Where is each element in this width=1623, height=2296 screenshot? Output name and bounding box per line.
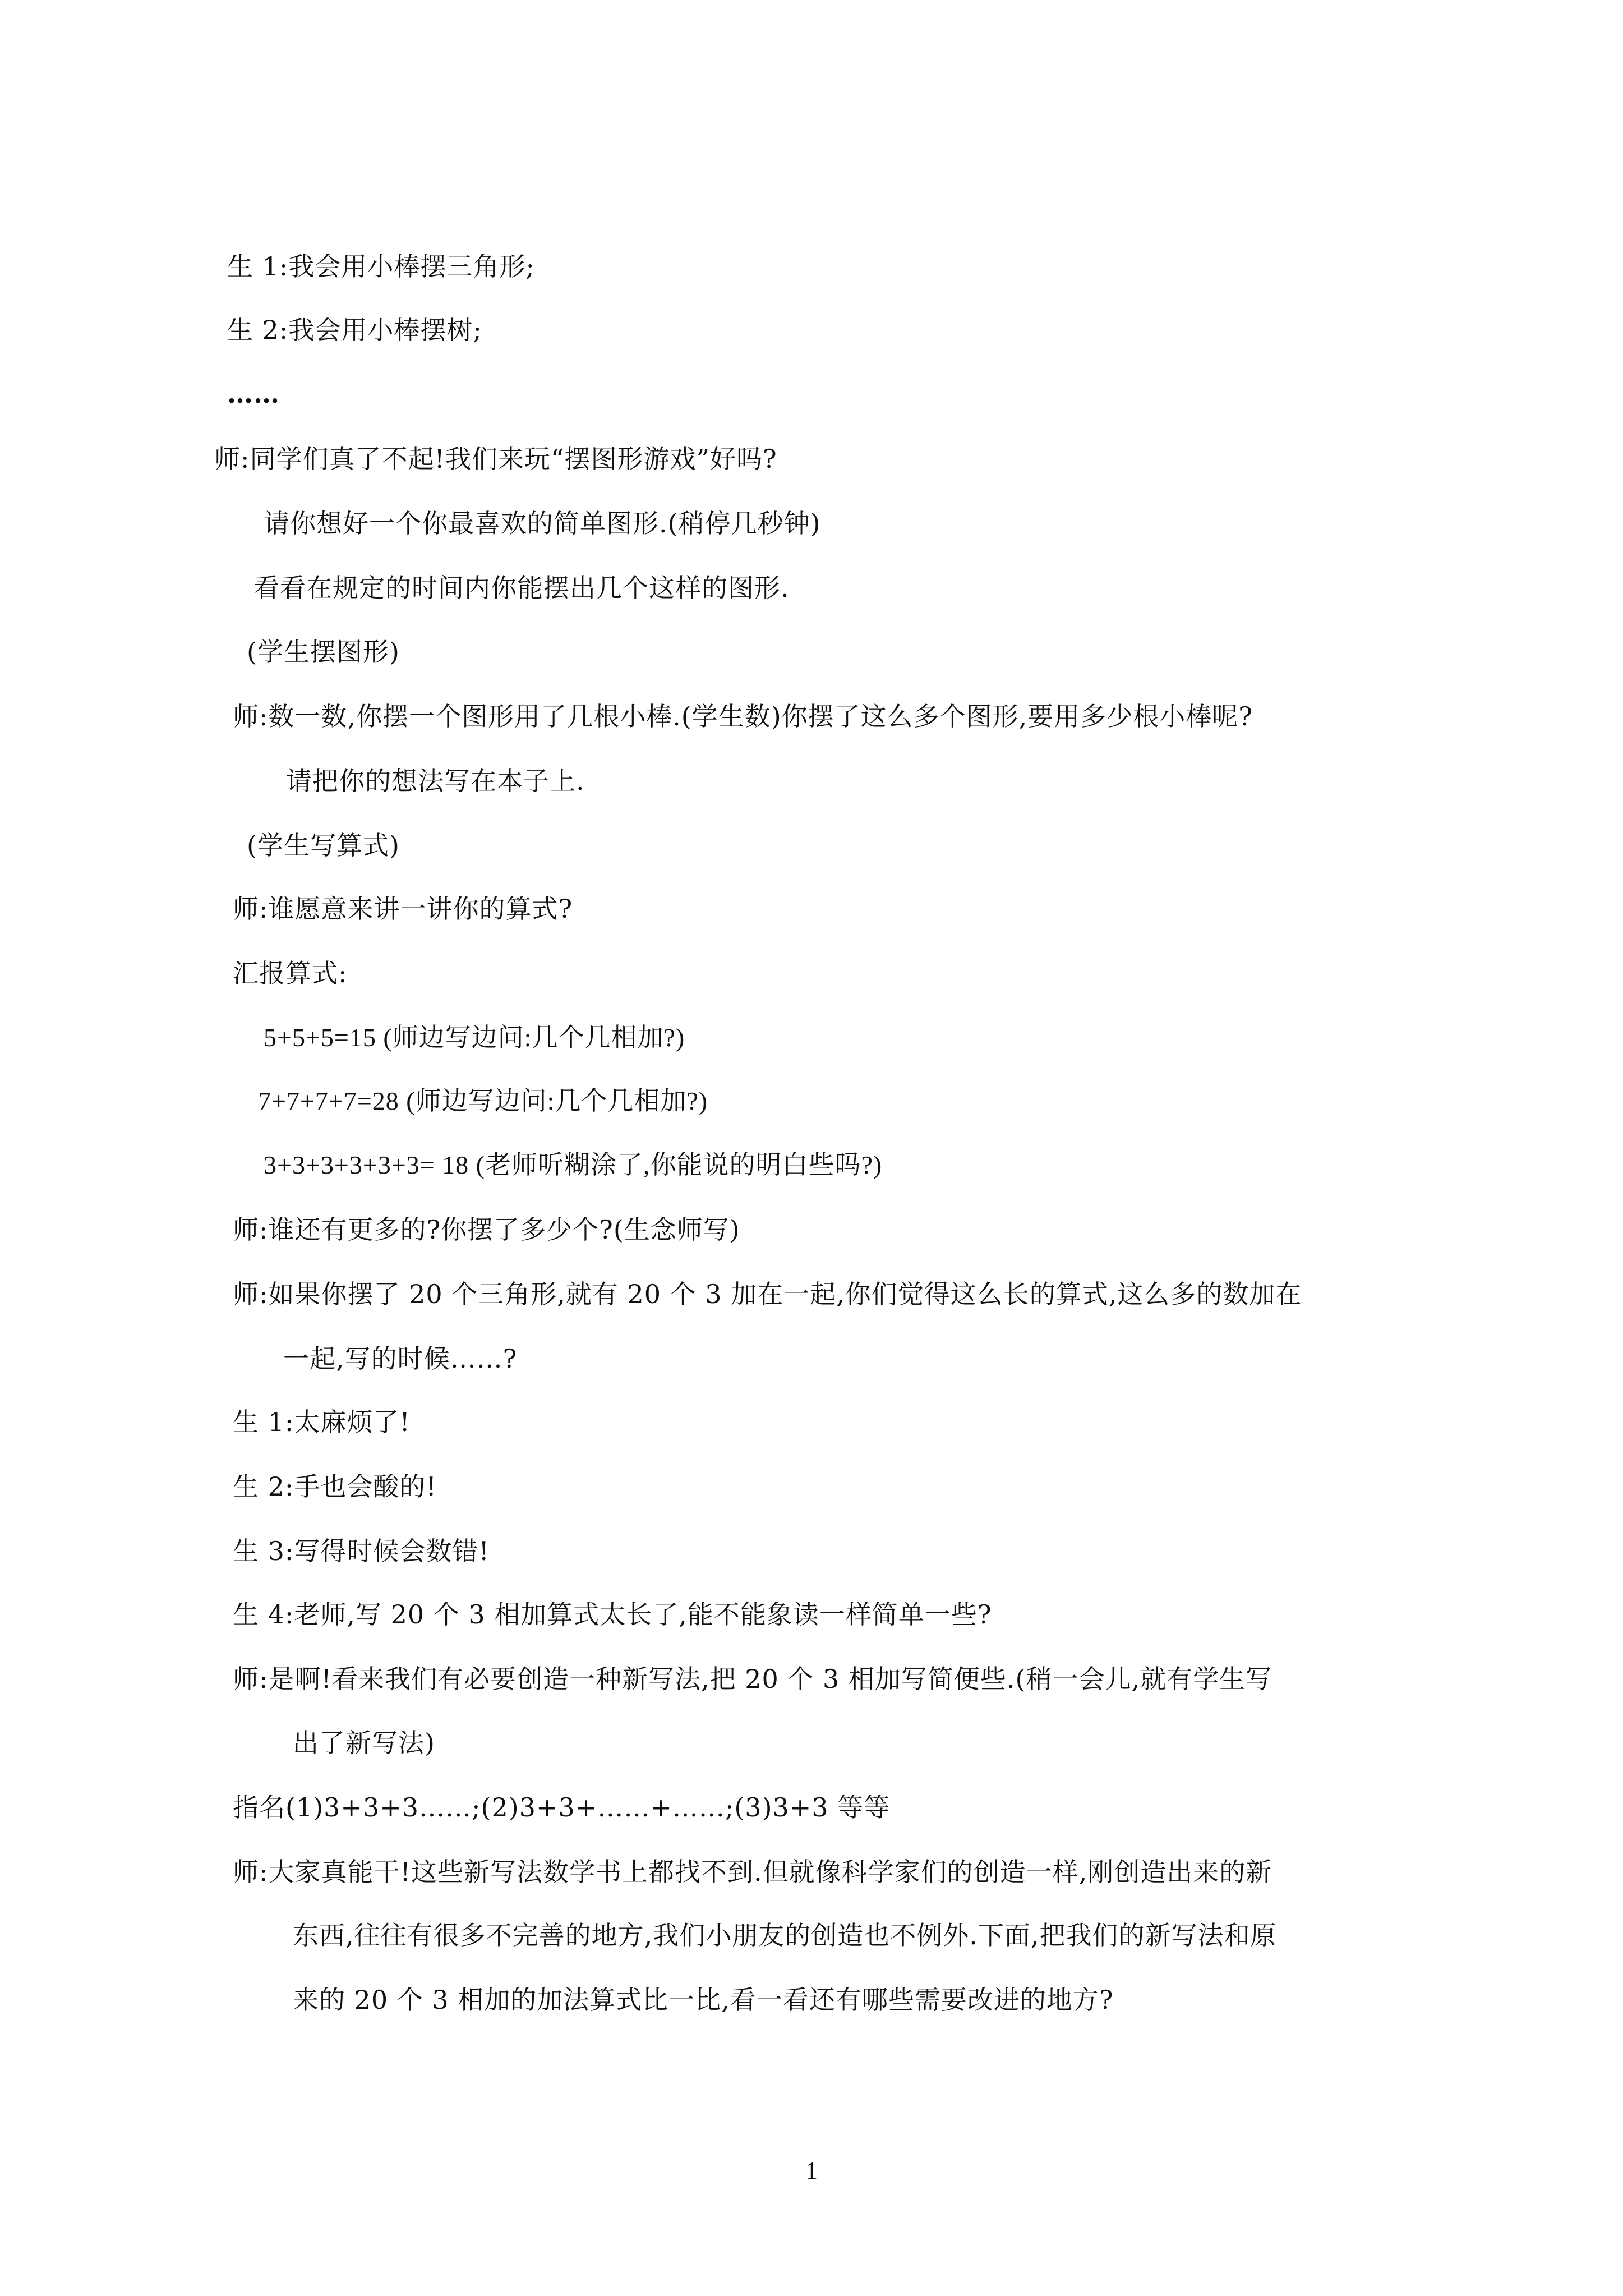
text-line: (学生写算式) bbox=[247, 830, 400, 861]
text-line: 生 3:写得时候会数错! bbox=[233, 1536, 490, 1566]
text-line: 师:数一数,你摆一个图形用了几根小棒.(学生数)你摆了这么多个图形,要用多少根小棒呢? bbox=[233, 701, 1253, 731]
equation-line: 3+3+3+3+3+3= 18 (老师听糊涂了,你能说的明白些吗?) bbox=[264, 1151, 883, 1179]
page-number: 1 bbox=[805, 2157, 818, 2184]
text-line: 师:是啊!看来我们有必要创造一种新写法,把 20 个 3 相加写简便些.(稍一会儿,就有学生写 bbox=[233, 1664, 1272, 1694]
text-line: 师:大家真能干!这些新写法数学书上都找不到.但就像科学家们的创造一样,刚创造出来的新 bbox=[233, 1857, 1272, 1887]
text-line: 出了新写法) bbox=[293, 1728, 435, 1758]
text-line: 看看在规定的时间内你能摆出几个这样的图形. bbox=[253, 573, 790, 603]
text-line: 来的 20 个 3 相加的加法算式比一比,看一看还有哪些需要改进的地方? bbox=[293, 1985, 1114, 2015]
text-line: 生 2:手也会酸的! bbox=[233, 1471, 437, 1502]
text-line: 指名(1)3+3+3……;(2)3+3+……+……;(3)3+3 等等 bbox=[233, 1792, 891, 1823]
equation-line: 7+7+7+7=28 (师边写边问:几个几相加?) bbox=[258, 1087, 708, 1115]
equation-line: 5+5+5=15 (师边写边问:几个几相加?) bbox=[264, 1023, 685, 1052]
text-line: 请你想好一个你最喜欢的简单图形.(稍停几秒钟) bbox=[264, 508, 821, 539]
text-line: 汇报算式: bbox=[233, 958, 348, 988]
text-line: 生 1:我会用小棒摆三角形; bbox=[227, 251, 535, 282]
text-line: 师:谁还有更多的?你摆了多少个?(生念师写) bbox=[233, 1214, 740, 1245]
text-line: 师:谁愿意来讲一讲你的算式? bbox=[233, 894, 573, 924]
text-line: 生 2:我会用小棒摆树; bbox=[227, 315, 482, 345]
text-line: 师:如果你摆了 20 个三角形,就有 20 个 3 加在一起,你们觉得这么长的算式,这么多的数加在 bbox=[233, 1279, 1302, 1309]
text-line: 生 1:太麻烦了! bbox=[233, 1407, 411, 1437]
text-line: 请把你的想法写在本子上. bbox=[286, 766, 585, 796]
ellipsis-line: …… bbox=[227, 379, 280, 409]
text-line: 师:同学们真了不起!我们来玩“摆图形游戏”好吗? bbox=[214, 444, 777, 474]
text-line: (学生摆图形) bbox=[247, 637, 400, 667]
text-line: 东西,往往有很多不完善的地方,我们小朋友的创造也不例外.下面,把我们的新写法和原 bbox=[293, 1920, 1277, 1950]
text-line: 一起,写的时候……? bbox=[283, 1343, 518, 1374]
text-line: 生 4:老师,写 20 个 3 相加算式太长了,能不能象读一样简单一些? bbox=[233, 1599, 992, 1630]
